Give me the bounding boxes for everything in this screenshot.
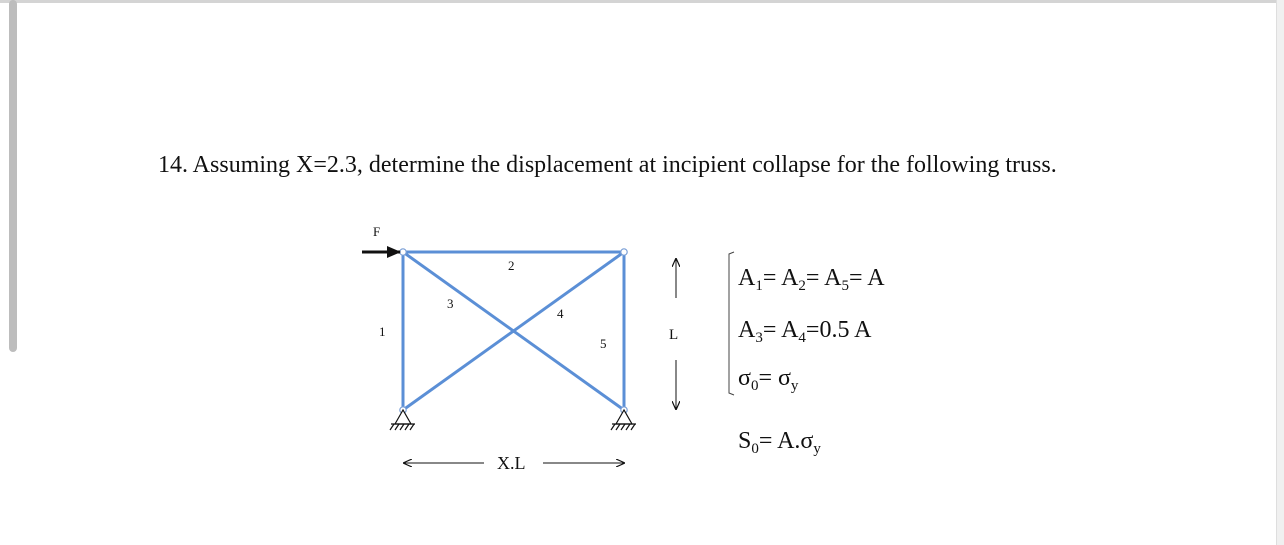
equation-1: $A_1= A_2= A_5= A$ bbox=[738, 265, 885, 294]
force-label: F bbox=[373, 224, 381, 239]
equation-4: $S_0= A.\sigma_y$ bbox=[738, 428, 821, 457]
pin-support-right bbox=[611, 410, 636, 430]
joint-top-right bbox=[621, 249, 627, 255]
equation-2: $A_3= A_4=0.5$ A bbox=[738, 317, 872, 346]
member-label-2: 2 bbox=[508, 258, 515, 273]
member-label-4: 4 bbox=[557, 306, 564, 321]
joint-top-left bbox=[400, 249, 406, 255]
member-label-5: 5 bbox=[600, 336, 607, 351]
pin-support-left bbox=[390, 410, 415, 430]
height-label: L bbox=[669, 327, 679, 343]
member-label-3: 3 bbox=[447, 296, 454, 311]
member-label-1: 1 bbox=[379, 324, 386, 339]
question-text: 14. Assuming X=2.3, determine the displacement at incipient collapse for the following truss. bbox=[158, 152, 1057, 178]
equation-brace bbox=[729, 252, 734, 395]
equation-3: $\sigma_0= \sigma_y$ bbox=[738, 365, 799, 394]
width-label: X.L bbox=[497, 453, 526, 473]
